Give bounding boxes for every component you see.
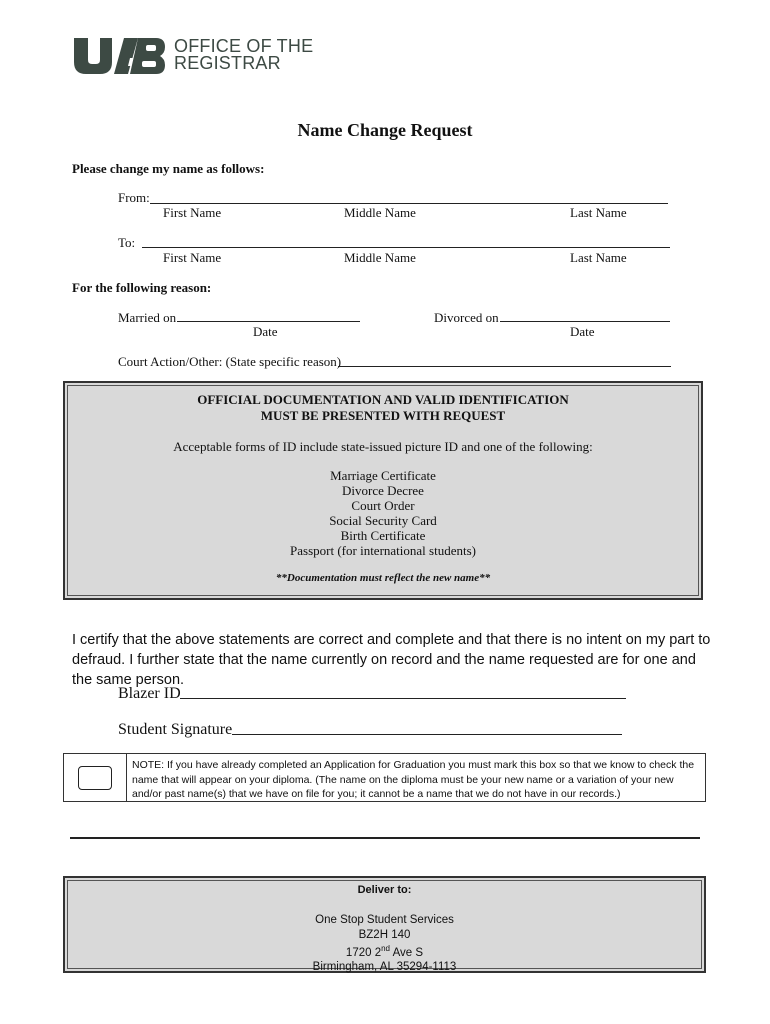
from-first-name-label: First Name — [163, 205, 222, 220]
address-line-2: BZ2H 140 — [358, 928, 411, 941]
uab-registrar-logo — [72, 38, 332, 78]
graduation-note-text: NOTE: If you have already completed an Application for Graduation you must mark this box so that we know to check the name that will appear on your diploma. (The name on the diploma must be your new name or a variation of your new and/or past name(s) that we have on file for you; it cannot be a name that we do not have in our records.) — [132, 759, 695, 800]
logo-line-2: REGISTRAR — [174, 53, 281, 73]
intro-heading: Please change my name as follows: — [72, 161, 265, 176]
from-label: From: — [118, 190, 150, 205]
deliver-to-box — [63, 876, 706, 973]
page-title: Name Change Request — [297, 120, 473, 140]
deliver-address — [68, 913, 701, 975]
married-date-label: Date — [253, 324, 278, 339]
address-line-4: Birmingham, AL 35294-1113 — [312, 961, 457, 974]
documentation-footnote: **Documentation must reflect the new name** — [275, 572, 491, 584]
list-item: Birth Certificate — [340, 528, 426, 543]
to-first-name-label: First Name — [163, 250, 222, 265]
graduation-note-box — [63, 753, 706, 802]
married-label: Married on — [118, 310, 177, 325]
graduation-checkbox[interactable] — [78, 766, 112, 790]
acceptable-id-text: Acceptable forms of ID include state-issued picture ID and one of the following: — [173, 439, 593, 454]
married-date-field[interactable] — [177, 321, 360, 322]
checkbox-cell — [64, 754, 127, 801]
blazer-id-label: Blazer ID — [118, 685, 181, 702]
from-name-field[interactable] — [150, 203, 668, 204]
documentation-box-inner — [67, 385, 699, 596]
student-signature-label: Student Signature — [118, 721, 233, 738]
uab-logo-icon — [72, 38, 166, 74]
list-item: Social Security Card — [329, 513, 437, 528]
court-action-field[interactable] — [338, 366, 671, 367]
divorced-label: Divorced on — [434, 310, 499, 325]
section-divider — [70, 837, 700, 839]
divorced-date-field[interactable] — [500, 321, 670, 322]
student-signature-field[interactable] — [232, 734, 622, 735]
blazer-id-field[interactable] — [180, 698, 626, 699]
address-line-3-sup: nd — [381, 944, 391, 953]
documentation-heading-line-1: OFFICIAL DOCUMENTATION AND VALID IDENTIFICATION — [197, 392, 569, 407]
certification-statement: I certify that the above statements are correct and complete and that there is no intent on my part to defraud. I further state that the name currently on record and the name requested are for one and the same person. — [72, 632, 711, 688]
list-item: Marriage Certificate — [330, 468, 436, 483]
documentation-heading-line-2: MUST BE PRESENTED WITH REQUEST — [260, 408, 506, 423]
to-last-name-label: Last Name — [570, 250, 627, 265]
list-item: Court Order — [351, 498, 415, 513]
reason-heading: For the following reason: — [72, 280, 212, 295]
to-name-field[interactable] — [142, 247, 670, 248]
list-item: Passport (for international students) — [290, 543, 476, 558]
to-middle-name-label: Middle Name — [344, 250, 416, 265]
address-line-3-pre: 1720 2 — [345, 946, 382, 959]
documentation-heading — [68, 392, 698, 424]
to-label: To: — [118, 235, 136, 250]
court-action-label: Court Action/Other: (State specific reason) — [118, 354, 342, 369]
list-item: Divorce Decree — [342, 483, 424, 498]
divorced-date-label: Date — [570, 324, 595, 339]
logo-line-1: OFFICE OF THE — [174, 36, 314, 56]
documentation-box — [63, 381, 703, 600]
from-middle-name-label: Middle Name — [344, 205, 416, 220]
id-list — [68, 468, 698, 558]
address-line-3 — [68, 942, 701, 960]
address-line-1: One Stop Student Services — [315, 914, 454, 926]
logo-text — [174, 38, 313, 72]
deliver-to-heading: Deliver to: — [357, 884, 412, 896]
address-line-3-post: Ave S — [390, 946, 424, 959]
deliver-to-inner — [67, 880, 702, 974]
from-last-name-label: Last Name — [570, 205, 627, 220]
